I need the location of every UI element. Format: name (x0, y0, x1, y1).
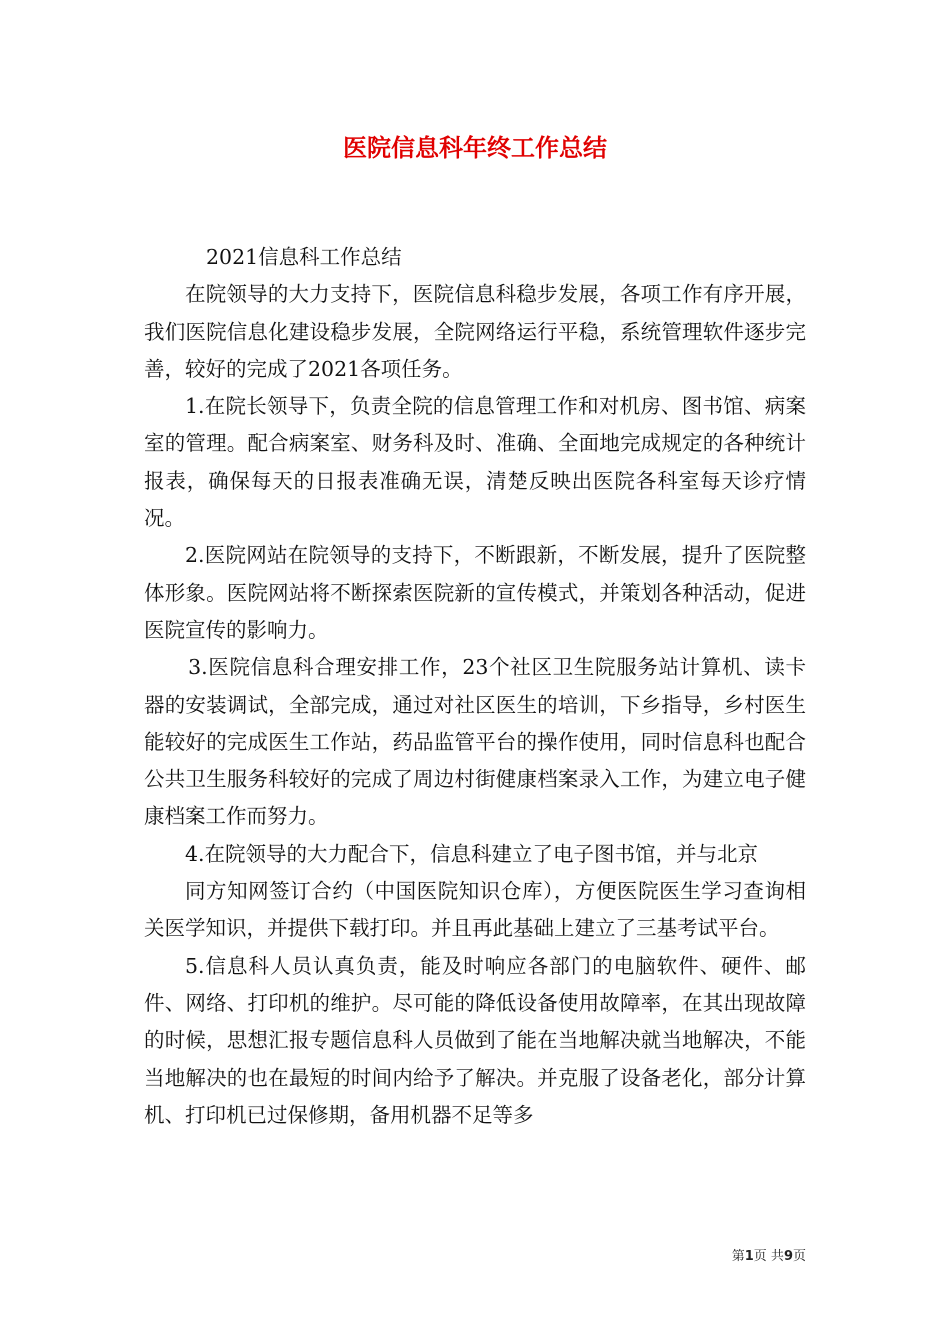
page-number-suffix: 页 (792, 1249, 806, 1264)
page-number-middle: 页 共 (753, 1249, 784, 1264)
paragraph-item-1: 1.在院长领导下，负责全院的信息管理工作和对机房、图书馆、病案室的管理。配合病案室、财务科及时、准确、全面地完成规定的各种统计报表，确保每天的日报表准确无误，清楚反映出医院各科室每天诊疗情况。 (144, 394, 806, 531)
paragraph-item-2: 2.医院网站在院领导的支持下，不断跟新，不断发展，提升了医院整体形象。医院网站将不断探索医院新的宣传模式，并策划各种活动，促进医院宣传的影响力。 (144, 543, 806, 642)
paragraph-item-5: 5.信息科人员认真负责，能及时响应各部门的电脑软件、硬件、邮件、网络、打印机的维护。尽可能的降低设备使用故障率，在其出现故障的时候，思想汇报专题信息科人员做到了能在当地解决就当地解决，不能当地解决的也在最短的时间内给予了解决。并克服了设备老化，部分计算机、打印机已过保修期，备用机器不足等多 (144, 953, 806, 1127)
paragraph-item-3: 3.医院信息科合理安排工作，23个社区卫生院服务站计算机、读卡器的安装调试，全部完成，通过对社区医生的培训，下乡指导，乡村医生能较好的完成医生工作站，药品监管平台的操作使用，同时信息科也配合公共卫生服务科较好的完成了周边村街健康档案录入工作，为建立电子健康档案工作而努力。 (144, 655, 806, 829)
document-subtitle: 2021信息科工作总结 (206, 245, 402, 269)
paragraph-intro: 在院领导的大力支持下，医院信息科稳步发展，各项工作有序开展，我们医院信息化建设稳步发展，全院网络运行平稳，系统管理软件逐步完善，较好的完成了2021各项任务。 (144, 282, 806, 381)
document-body (144, 239, 806, 1134)
total-page-count: 9 (783, 1249, 793, 1264)
page-number-prefix: 第 (731, 1249, 745, 1264)
document-title: 医院信息科年终工作总结 (343, 134, 607, 162)
paragraph-item-4-continued: 同方知网签订合约（中国医院知识仓库），方便医院医生学习查询相关医学知识，并提供下载打印。并且再此基础上建立了三基考试平台。 (144, 879, 806, 941)
paragraph-item-4: 4.在院领导的大力配合下，信息科建立了电子图书馆，并与北京 (185, 841, 759, 866)
page-number (732, 1248, 806, 1266)
current-page-number: 1 (744, 1249, 754, 1264)
